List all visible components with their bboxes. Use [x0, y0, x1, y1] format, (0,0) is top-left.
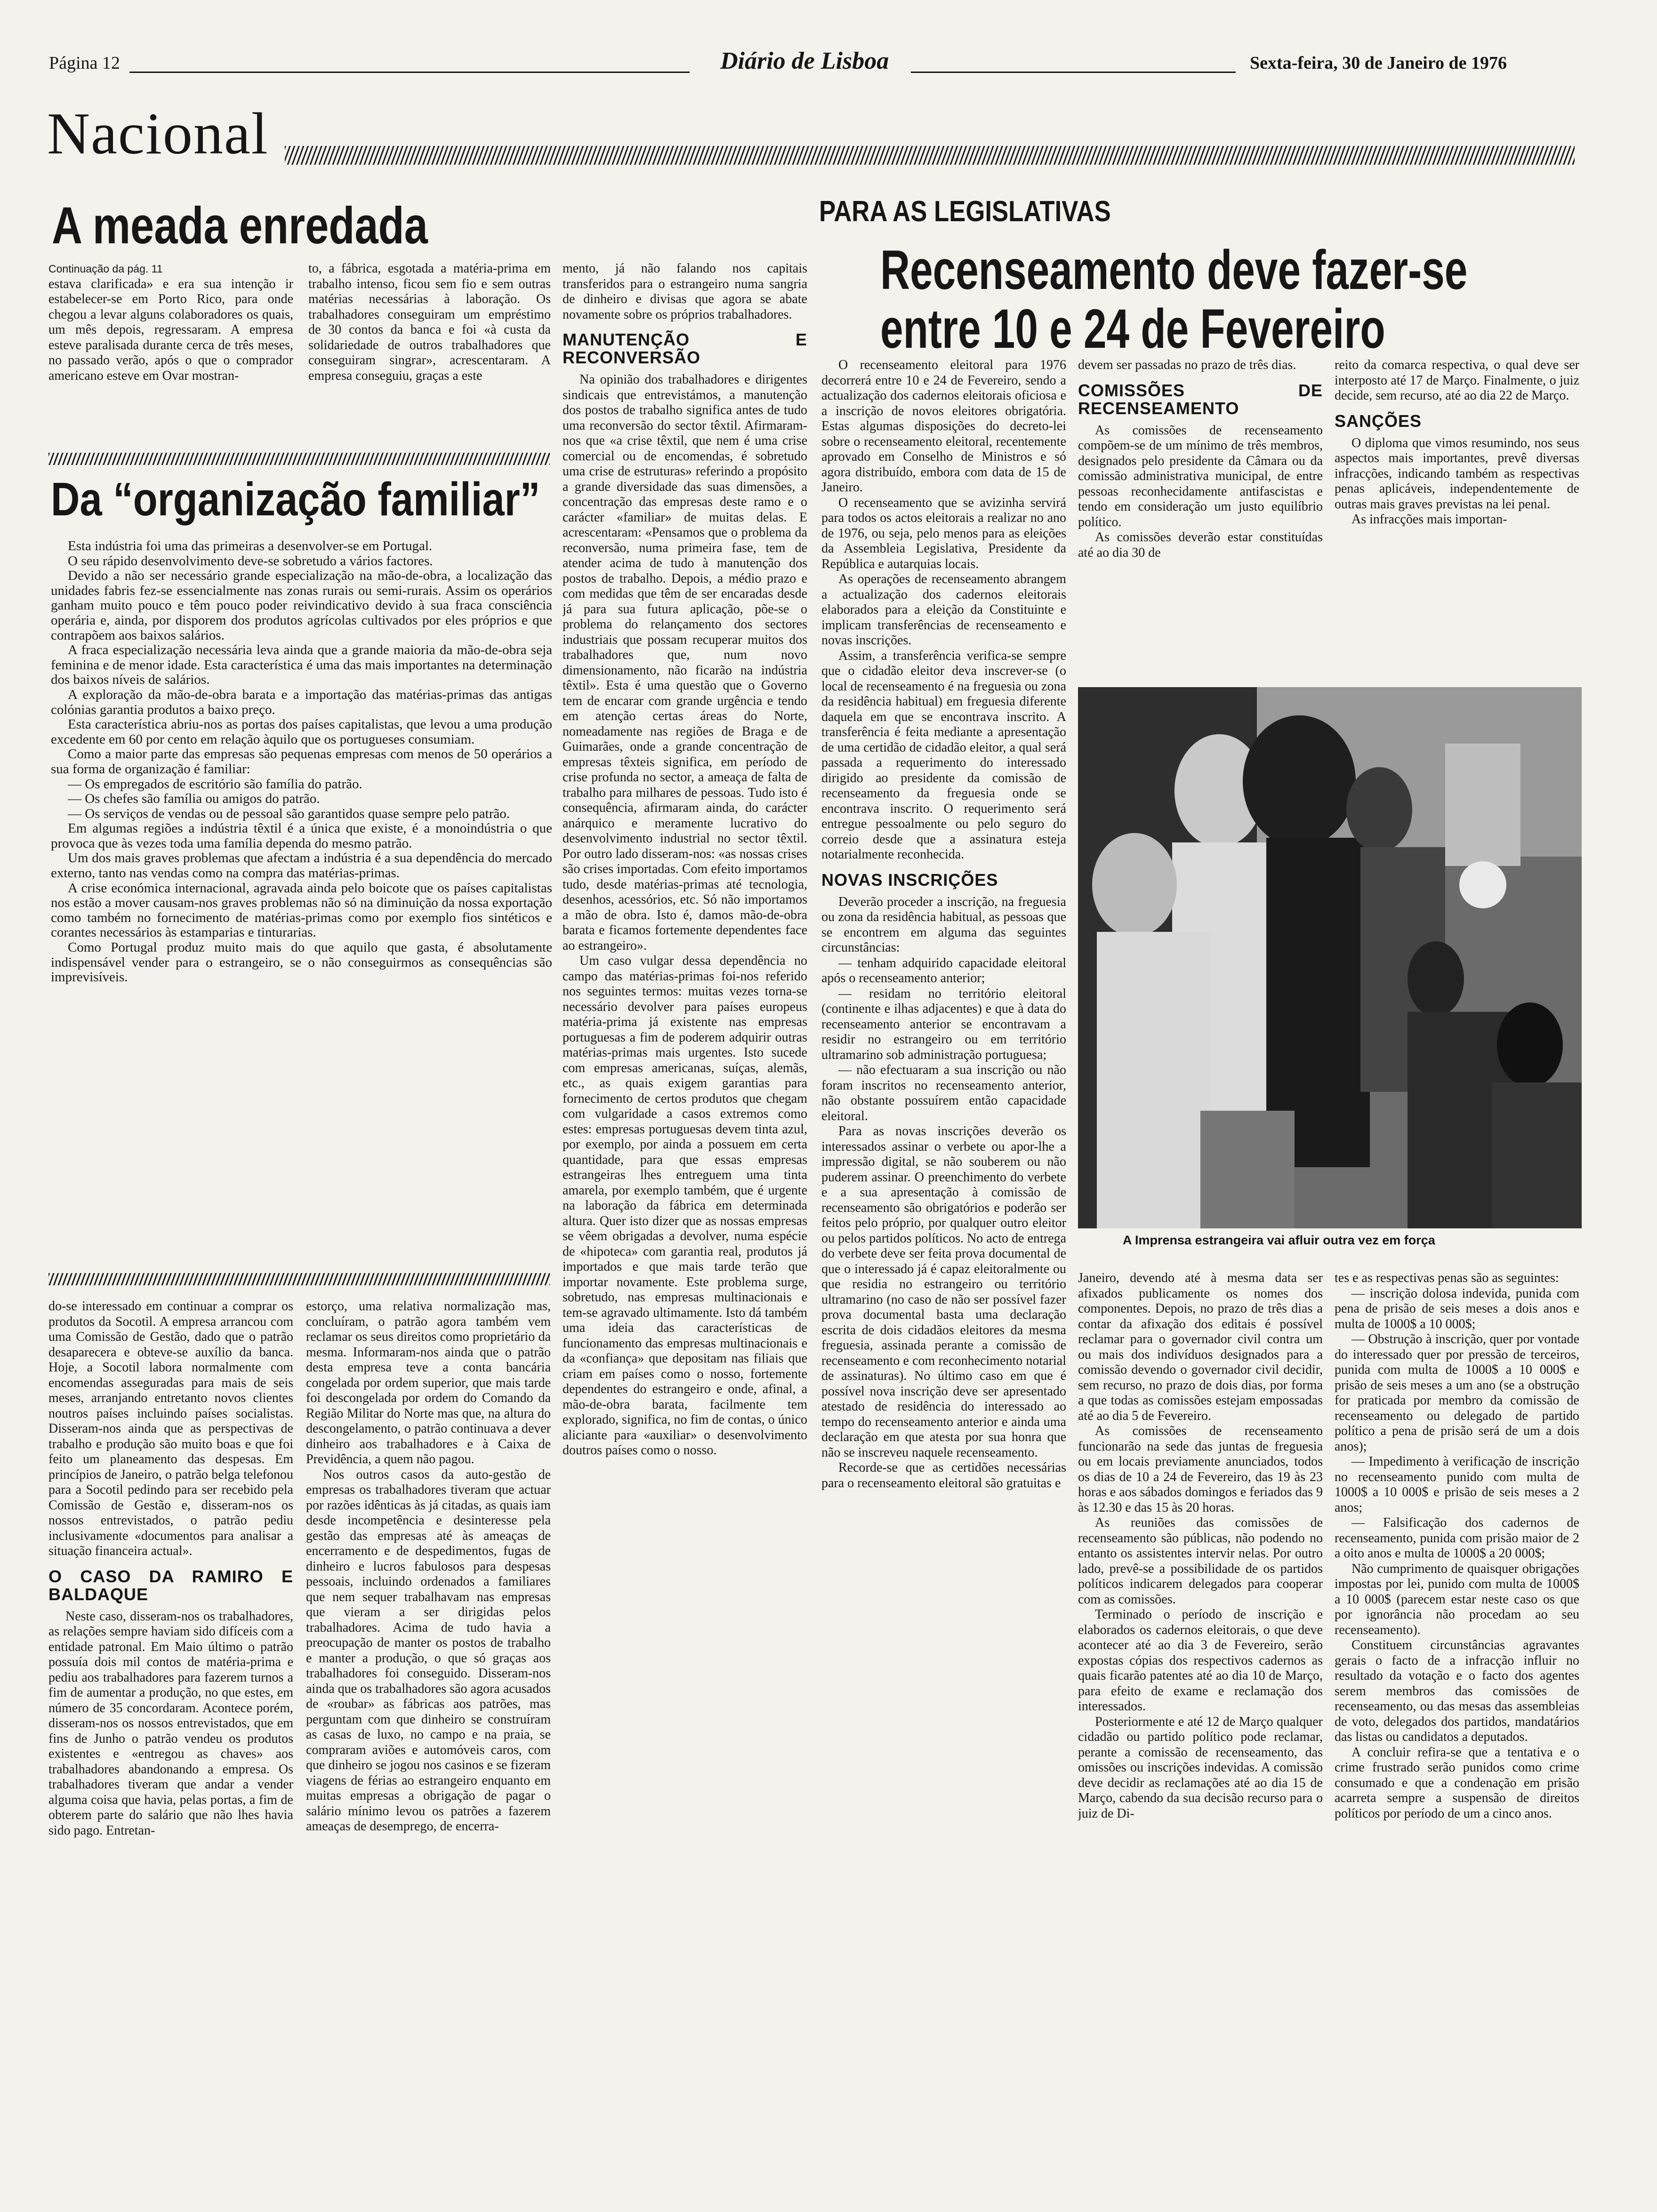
story3-cola-text: O recenseamento eleitoral para 1976 decorrerá entre 10 e 24 de Fevereiro, sendo a actualização dos cadernos eleitorais oficiosa e a inscrição de novos eleitores obrigatória. Estas algumas disposições do decreto-lei sobre o recenseamento eleitoral, recentemente aprovado em Conselho de Ministros e só agora distribuído, embora com data de 15 de Janeiro.	[821, 358, 1066, 495]
comissoes-heading: COMISSÕES DE RECENSEAMENTO	[1078, 380, 1323, 418]
story1-column-1	[48, 261, 293, 447]
story3-colc-lower-text: Constituem circunstâncias agravantes gerais o facto de a infracção influir no resultado da votação e o facto dos agentes serem membros das comissões de recenseamento, ou das mesas das assembleias de voto, delegados dos partidos, mandatários das listas ou candidatos a deputados.	[1335, 1638, 1579, 1744]
story3-colb-lower-text: Posteriormente e até 12 de Março qualquer cidadão ou partido político pode reclamar, perante a comissão de recenseamento, das omissões ou inscrições indevidas. A comissão deve decidir as reclamações até ao dia 15 de Março, cabendo da sua decisão recurso para o juiz de Di-	[1078, 1714, 1323, 1821]
press-photo-illustration	[1078, 687, 1582, 1228]
story2-list-item: — Os empregados de escritório são família do patrão.	[68, 776, 362, 792]
story1-headline: A meada enredada	[52, 197, 428, 255]
story2-paragraph: A crise económica internacional, agravada ainda pelo boicote que os países capitalistas nos estão a mover causam-nos graves problemas não só na diminuição da nossa exportação como também no fornecimento de matérias-primas como por exemplo fios sintéticos e corantes necessários às estamparias e tinturarias.	[51, 880, 552, 940]
newspaper-title: Diário de Lisboa	[720, 48, 889, 74]
story3-cola-body: — residam no território eleitoral (continente e ilhas adjacentes) e que à data do recenseamento anterior se encontravam a residir no estrangeiro ou em território ultramarino sob administração portuguesa;	[821, 986, 1066, 1062]
ramiro-baldaque-heading: O CASO DA RAMIRO E BALDAQUE	[48, 1566, 293, 1604]
story3-colc-lower-text: — Impedimento à verificação de inscrição no recenseamento punido com multa de 1000$ a 10 000$ e prisão de seis meses a 2 anos;	[1335, 1454, 1579, 1515]
story3-cola-text: As operações de recenseamento abrangem a actualização dos cadernos eleitorais elaborados para a eleição da Constituinte e implicam transferências de recenseamento e novas inscrições.	[821, 572, 1066, 648]
story2-paragraph: Em algumas regiões a indústria têxtil é a única que existe, é a monoindústria o que provoca que às vezes toda uma família dependa do mesmo patrão.	[51, 821, 552, 851]
story3-column-c-lower	[1335, 1271, 1579, 2184]
story3-colc-body: O diploma que vimos resumindo, nos seus aspectos mais importantes, prevê diversas infracções, indicando também as respectivas penas aplicáveis, independentemente de outras mais graves previstas na lei penal.	[1335, 435, 1579, 512]
story3-headline-line1: Recenseamento deve fazer-se	[880, 239, 1468, 301]
photo-caption: A Imprensa estrangeira vai afluir outra vez em força	[1123, 1233, 1435, 1247]
story2-body	[51, 539, 552, 1242]
page-number: Página 12	[49, 53, 120, 73]
story3-colc-lower-text: — Falsificação dos cadernos de recenseamento, punida com prisão maior de 2 a oito anos e multa de 1000$ a 20 000$;	[1335, 1515, 1579, 1561]
story3-column-b-top	[1078, 358, 1323, 664]
press-photo	[1078, 687, 1582, 1228]
story3-colb-text: devem ser passadas no prazo de três dias.	[1078, 358, 1296, 372]
story2-paragraph: Devido a não ser necessário grande especialização na mão-de-obra, a localização das unidades fabris fez-se essencialmente nas zonas rurais ou semi-rurais. Assim os operários ganham muito pouco e têm pouco poder reivindicativo devido à sua fraca consciência operária e, ainda, por disporem dos produtos agrícolas cultivados por eles próprios e que contrapõem aos baixos salários.	[51, 568, 552, 643]
story1-col2-text: to, a fábrica, esgotada a matéria-prima em trabalho intenso, ficou sem fio e sem outras matérias necessárias à laboração. Os trabalhadores conseguiram um empréstimo de 30 contos da banca e foi «à custa da solidariedade de outros trabalhadores que conseguiram singrar», acrescentaram. A empresa conseguiu, graças a este	[308, 261, 551, 383]
story3-colb-lower-text: Janeiro, devendo até à mesma data ser afixados publicamente os nomes dos componentes. Depois, no prazo de três dias a contar da afixação dos editais é possível reclamar para o governador civil contra um ou mais dos indivíduos designados para a comissão devendo o governador civil decidir, sem recurso, no prazo de dois dias, por forma a que todas as comissões estejam empossadas até ao dia 5 de Fevereiro.	[1078, 1271, 1323, 1423]
story3-colc-text: reito da comarca respectiva, o qual deve ser interposto até 17 de Março. Finalmente, o juiz decide, sem recurso, até ao dia 22 de Março.	[1335, 358, 1579, 403]
story3-colb-lower-text: As reuniões das comissões de recenseamento são públicas, não podendo no entanto os assistentes intervir nelas. Por outro lado, prevê-se a possibilidade de os partidos políticos indicarem delegados para cooperar com as comissões.	[1078, 1515, 1323, 1607]
story2-paragraph: A fraca especialização necessária leva ainda que a grande maioria da mão-de-obra seja feminina e de menor idade. Esta característica é uma das mais importantes na determinação dos baixos níveis de salários.	[51, 642, 552, 688]
story3-colc-body: As infracções mais importan-	[1351, 512, 1507, 527]
story3-column-a	[821, 358, 1066, 2184]
masthead-rule-left	[129, 72, 690, 73]
story2-headline: Da “organização familiar”	[51, 473, 540, 526]
story2-paragraph: Como a maior parte das empresas são pequenas empresas com menos de 50 operários a sua forma de organização é familiar:	[51, 746, 552, 777]
continuation-note: Continuação da pág. 11	[48, 263, 163, 275]
story3-cola-body: Recorde-se que as certidões necessárias para o recenseamento eleitoral são gratuitas e	[821, 1460, 1066, 1491]
story3-cola-body: — tenham adquirido capacidade eleitoral após o recenseamento anterior;	[821, 955, 1066, 986]
story3-colc-lower-text: — inscrição dolosa indevida, punida com pena de prisão de seis meses a dois anos e multa de 1000$ a 10 000$;	[1335, 1286, 1579, 1331]
story2-list-item: — Os serviços de vendas ou de pessoal são garantidos quase sempre pelo patrão.	[68, 806, 510, 821]
story1-col1-text: estava clarificada» e era sua intenção ir estabelecer-se em Porto Rico, para onde chegou a levar alguns colaboradores os quais, um mês depois, regressaram. A empresa esteve paralisada durante cerca de três meses, no passado verão, após o que o comprador americano esteve em Ovar mostran-	[48, 276, 293, 383]
story3-column-b-lower	[1078, 1271, 1323, 2184]
novas-inscricoes-heading: NOVAS INSCRIÇÕES	[821, 870, 998, 890]
story3-cola-text: Assim, a transferência verifica-se sempre que o cidadão eleitor deva inscrever-se (o local de recenseamento é na freguesia ou zona da residência habitual) em freguesia diferente daquela em que se encontrava inscrito. A transferência é feita mediante a apresentação de uma certidão de cidadão eleitor, a qual será passada a requerimento do interessado dirigido ao presidente da comissão de recenseamento da freguesia onde se encontrava inscrito. O requerimento será entregue pessoalmente ou pelo seguro do correio desde que a assinatura esteja notarialmente reconhecida.	[821, 648, 1066, 862]
story3-cola-body: — não efectuaram a sua inscrição ou não foram inscritos no recenseamento anterior, não obstante possuírem então capacidade eleitoral.	[821, 1063, 1066, 1123]
story3-cola-text: O recenseamento que se avizinha servirá para todos os actos eleitorais a realizar no ano de 1976, ou seja, pelo menos para as eleições da Assembleia Legislativa, Presidente da República e autarquias locais.	[821, 495, 1066, 571]
story3-colc-lower-text: Não cumprimento de quaisquer obrigações impostas por lei, punido com multa de 1000$ a 10 000$ (parecem estar neste caso os que por ignorância não procedam ao seu recenseamento).	[1335, 1561, 1579, 1637]
story3-colc-lower-text: A concluir refira-se que a tentativa e o crime frustrado serão punidos como crime consumado e que a condenação em prisão acarreta sempre a suspensão de direitos políticos por período de um a cinco anos.	[1335, 1745, 1579, 1821]
story2-paragraph: Esta característica abriu-nos as portas dos países capitalistas, que levou a uma produção excedente em 60 por cento em relação àquilo que os portugueses consumiam.	[51, 717, 552, 747]
story1-col3-body: Um caso vulgar dessa dependência no campo das matérias-primas foi-nos referido nos seguintes termos: muitas vezes torna-se necessário devolver para países europeus matéria-prima já existente nas empresas portuguesas a fim de poderem adquirir outras matérias-primas mais urgentes. Isto sucede com empresas americanas, suíças, alemãs, etc., as quais exigem garantias para fornecimento de certos produtos que chegam com vulgaridade a casos extremos como estes: empresas portuguesas devem tinta azul, por exemplo, por ainda a possuem em certa quantidade, para que essas empresas estrangeiras lhes entreguem uma tinta amarela, por exemplo também, que é urgente na laboração da fábrica em determinada altura. Quer isto dizer que as nossas empresas se vêem obrigadas a devolver, numa espécie de «hipoteca» com garantia real, produtos já importados e que mais tarde terão que importar novamente. Este problema surge, sobretudo, nas empresas multinacionais e tem-se agravado ultimamente. Isto dá também uma ideia das características de funcionamento das empresas multinacionais e da «confiança» que depositam nas filiais que criam em países como o nosso, fortemente dependentes do estrangeiro e onde, afinal, a mão-de-obra barata, facilmente tem explorado, significa, no fim de contas, o único aliciante para «auxiliar» o desenvolvimento doutros países como o nosso.	[563, 954, 807, 1458]
story1-col3-body: Na opinião dos trabalhadores e dirigentes sindicais que entrevistámos, a manutenção dos postos de trabalho significa antes de tudo uma reconversão do sector têxtil. Afirmaram-nos que «a crise têxtil, que nem é uma crise comercial ou de encomendas, é sobretudo uma crise de estruturas» referindo a propósito a grande diversidade das suas dimensões, a concentração das empresas deste ramo e o carácter «familiar» de muitas delas. E acrescentaram: «Pensamos que o problema da reconversão, numa primeira fase, tem de atender acima de tudo à manutenção dos postos de trabalho. Depois, a médio prazo e com medidas que têm de ser encaradas desde já para sua futura aplicação, põe-se o problema do relançamento dos sectores industriais que possam recuperar muitos dos trabalhadores que, num novo dimensionamento, não ficarão na indústria têxtil». Esta é uma questão que o Governo tem de encarar com grande urgência e tendo em atenção certas áreas do Norte, nomeadamente nas regiões de Braga e de Guimarães, onde a grande concentração de empresas têxteis significa, em período de crise profunda no sector, a ameaça de falta de trabalho para milhares de pessoas. Tudo isto é consequência, afirmaram ainda, do carácter anárquico e meramente lucrativo do desenvolvimento industrial no sector têxtil. Por outro lado disseram-nos: «as nossas crises são crises importadas. Com efeito importamos tudo, desde matérias-primas até tecnologia, desenhos, acessórios, etc. Só não importamos a mão de obra. Isto é, damos mão-de-obra barata e ficamos fortemente dependentes face ao estrangeiro».	[563, 372, 807, 953]
story1-column-3	[563, 261, 807, 2184]
section-title: Nacional	[47, 101, 269, 167]
section-rule	[285, 146, 1575, 165]
story1-lower-col1-text: do-se interessado em continuar a comprar os produtos da Socotil. A empresa arrancou com uma Comissão de Gestão, dado que o patrão desaparecera e obteve-se auxílio da banca. Hoje, a Socotil labora normalmente com encomendas asseguradas para mais de seis meses, arranjando entretanto novos clientes noutros países incluindo países socialistas. Disseram-nos ainda que as perspectivas de trabalho e produção são muito boas e que foi feito um planeamento das despesas. Em princípios de Janeiro, o patrão belga telefonou para a Socotil pedindo para ser recebido pela Comissão de Gestão e, disseram-nos os nossos entrevistados, o patrão pediu inclusivamente «documentos para analisar a situação financeira actual».	[48, 1299, 293, 1558]
story3-cola-body: Para as novas inscrições deverão os interessados assinar o verbete ou apor-lhe a impressão digital, se não souberem ou não puderem assinar. O preenchimento do verbete e a sua apresentação à comissão de recenseamento são obrigatórios e poderão ser feitos pelo próprio, por qualquer outro eleitor ou pelos partidos políticos. No acto de entrega do verbete deve ser feita prova documental de que o interessado já é capaz eleitoralmente ou que residia no estrangeiro ou território ultramarino (no caso de não ser possível fazer prova documental basta uma declaração escrita de dois cidadãos eleitores da mesma freguesia, assinada perante a comissão de recenseamento e com reconhecimento notarial de assinaturas). No último caso em que é possível nova inscrição deve ser apresentado atestado de residência do interessado ao tempo do recenseamento anterior e ainda uma declaração em que atesta por sua honra que não se inscreveu naquele recenseamento.	[821, 1124, 1066, 1460]
story3-colb-lower-text: Terminado o período de inscrição e elaborados os cadernos eleitorais, o que deve acontecer até ao dia 3 de Fevereiro, serão expostas cópias dos respectivos cadernos as quais ficarão patentes até ao dia 10 de Março, para efeito de exame e reclamação dos interessados.	[1078, 1607, 1323, 1714]
story1-lower-column-1	[48, 1299, 293, 2184]
story3-colc-lower-text: — Obstrução à inscrição, quer por vontade do interessado quer por pressão de terceiros, punida com multa de 1000$ a 10 000$ e prisão de seis meses a um ano (se a obstrução for praticada por membro da comissão de recenseamento ou delegado de partido político a pena de prisão será de um a dois anos);	[1335, 1332, 1579, 1454]
story2-paragraph: Esta indústria foi uma das primeiras a desenvolver-se em Portugal.	[68, 539, 433, 553]
story2-list-item: — Os chefes são família ou amigos do patrão.	[68, 791, 320, 807]
story3-headline-line2: entre 10 e 24 de Fevereiro	[880, 298, 1385, 360]
story2-paragraph: A exploração da mão-de-obra barata e a importação das matérias-primas das antigas colónias garantia produtos a baixo preço.	[51, 687, 552, 717]
story3-colb-lower-text: As comissões de recenseamento funcionarão na sede das juntas de freguesia ou em locais previamente anunciados, todos os dias de 10 a 24 de Fevereiro, das 19 às 23 horas e aos sábados domingos e feriados das 9 às 12.30 e das 15 às 20 horas.	[1078, 1424, 1323, 1515]
story1-col3-text: mento, já não falando nos capitais transferidos para o estrangeiro numa sangria de dinheiro e divisas que agora se abate novamente sobre os próprios trabalhadores.	[563, 261, 807, 322]
story3-column-c-top	[1335, 358, 1579, 664]
sancoes-heading: SANÇÕES	[1335, 411, 1422, 431]
story1-lower-col2-text: estorço, uma relativa normalização mas, concluíram, o patrão agora também vem reclamar os seus direitos como proprietário da mesma. Informaram-nos ainda que o patrão desta empresa teve a conta bancária congelada por ordem superior, que mais tarde foi descongelada por ordem do Comando da Região Militar do Norte mas que, na altura do descongelamento, o patrão continuava a dever dinheiro aos trabalhadores e à Caixa de Previdência, a quem não pagou.	[306, 1299, 551, 1467]
story3-cola-body: Deverão proceder a inscrição, na freguesia ou zona da residência habitual, as pessoas que se encontrem em alguma das seguintes circunstâncias:	[821, 894, 1066, 955]
story2-paragraph: O seu rápido desenvolvimento deve-se sobretudo a vários factores.	[68, 553, 433, 569]
story1-column-2	[308, 261, 551, 447]
masthead-rule-right	[911, 72, 1236, 73]
story3-colb-body: As comissões de recenseamento compõem-se de um mínimo de três membros, designados pelo presidente da Câmara ou da comissão administrativa municipal, de entre pessoas reconhecidamente antifascistas e tendo em consideração um justo equilíbrio político.	[1078, 423, 1323, 529]
story2-paragraph: Um dos mais graves problemas que afectam a indústria é a sua dependência do mercado externo, tanto nas vendas como na compra das matérias-primas.	[51, 850, 552, 881]
story2-paragraph: Como Portugal produz muito mais do que aquilo que gasta, é absolutamente indispensável vender para o estrangeiro, se o não conseguirmos as consequências são imprevisíveis.	[51, 940, 552, 985]
story1-divider	[48, 453, 550, 465]
story1-lower-col1-body: Neste caso, disseram-nos os trabalhadores, as relações sempre haviam sido difíceis com a entidade patronal. Em Maio último o patrão possuía dois mil contos de matéria-prima e pediu aos trabalhadores para fazerem turnos a fim de aumentar a produção, no que estes, em número de 35 concordaram. Acontece porém, disseram-nos os nossos entrevistados, que em fins de Junho o patrão vendeu os produtos existentes e «entregou as chaves» aos trabalhadores abandonando a empresa. Os trabalhadores tiveram que andar a vender alguma coisa que havia, pelas portas, a fim de obterem parte do salário que não lhes havia sido pago. Entretan-	[48, 1609, 293, 1838]
story2-divider	[48, 1273, 550, 1285]
story3-colb-body: As comissões deverão estar constituídas até ao dia 30 de	[1078, 530, 1323, 560]
story1-lower-col2-text: Nos outros casos da auto-gestão de empresas os trabalhadores tiveram que actuar por razões idênticas às já citadas, as quais iam desde incompetência e desinteresse pela gestão das empresas até às ameaças de encerramento e de despedimentos, fugas de dinheiro e lucros fabulosos para despesas pessoais, incluindo ordenados a familiares que nem sequer trabalhavam nas empresas que vieram a ser dirigidas pelos trabalhadores. Acima de tudo havia a preocupação de manter os postos de trabalho e manter a produção, o que só graças aos trabalhadores foi conseguido. Disseram-nos ainda que os trabalhadores são agora acusados de «roubar» as fábricas aos patrões, mas perguntam com que dinheiro se construíram as casas de luxo, no campo e na praia, se compraram aviões e automóveis caros, com que dinheiro se jogou nos casinos e se fizeram viagens de férias ao estrangeiro enquanto em muitas empresas a obrigação de pagar o salário mínimo levou os patrões a fazerem ameaças de desemprego, de encerra-	[306, 1467, 551, 1834]
story3-kicker: PARA AS LEGISLATIVAS	[819, 195, 1111, 228]
manutencao-heading: MANUTENÇÃO E RECONVERSÃO	[563, 330, 807, 367]
story1-lower-column-2	[306, 1299, 551, 2184]
issue-date: Sexta-feira, 30 de Janeiro de 1976	[1250, 53, 1507, 73]
story3-colc-lower-text: tes e as respectivas penas são as seguintes:	[1335, 1271, 1559, 1285]
